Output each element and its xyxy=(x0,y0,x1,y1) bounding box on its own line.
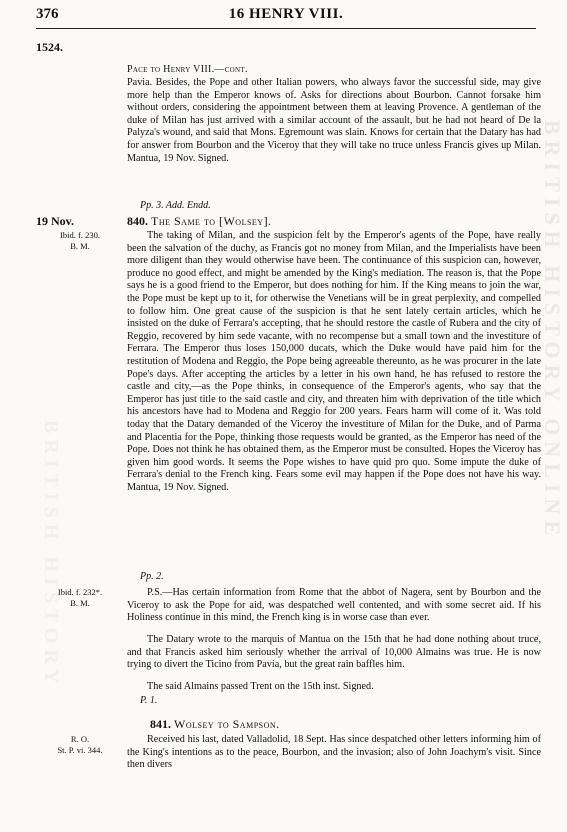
page-number: 376 xyxy=(36,6,59,22)
ps-text-2: The Datary wrote to the marquis of Mantua on the 15th that he had done nothing about truce, and that Francis asked him seriously whether the arrival of 10,000 Almains was true. He is now trying to divert the Ticino from Pavia, but the great rain baffles him. xyxy=(127,634,541,671)
entry-840-ref xyxy=(36,230,124,252)
ps-ref-folio: Ibid. f. 232*. xyxy=(57,587,103,597)
watermark: BRITISH HISTORY xyxy=(40,420,62,690)
entry-841-ref-volume: St. P. vi. 344. xyxy=(57,745,103,755)
watermark: BRITISH HISTORY ONLINE xyxy=(540,120,565,541)
continuation-note: Pp. 3. Add. Endd. xyxy=(140,200,211,211)
entry-841-heading xyxy=(150,717,280,732)
ps-ref-source: B. M. xyxy=(70,598,90,608)
entry-840-text: The taking of Milan, and the suspicion felt by the Emperor's agents of the Pope, have really been the salvation of the duchy, as Francis got no money from Milan, and the Imperialists have been more diligent than they would otherwise have been. The continuance of this suspicion can, however, produce no good effect, and might be amended by the King's mediation. The reason is, that the Pope says he is a good friend to the Emperor, but does nothing for him. If the King means to join the war, the Pope must be kept up to it, for otherwise the Venetians will be in great perplexity, and compelled to follow him. One great cause of the suspicion is that he sent lately certain articles, which he insisted on the duke of Ferrara's accepting, that he should restore the castle of Rubera and the city of Reggio, recovered by him sede vacante, with no recompense but a small town and the investiture of Ferrara. The Emperor thus loses 150,000 ducats, which the Duke would have paid him for the restitution of Modena and Reggio, the Pope being agreeable thereunto, as he was procurer in the late Pope's days. After accepting the articles by a letter in his own hand, he has refused to restore the castle and city,—as the Pope thinks, in consequence of the Emperor's agents, who say that the Emperor has just title to the said castle and city, and threaten him with deprivation of the title which his ancestors have had to Modena and Reggio for 200 years. Fears harm will come of it. Was told today that the Datary demanded of the Viceroy the investiture of Milan for the Duke, and of Parma and Placentia for the Pope, thinking those requests would be granted, as the Emperor has need of the Pope. Does not think he has obtained them, as the Emperor must be consulted. Hopes the Viceroy has given him good words. It seems the Pope wishes to have quid pro quo. Some impute the duke of Ferrara's denial to the French king. Fears some evil may happen if the Pope does not have his way. Mantua, 19 Nov. Signed. xyxy=(127,230,541,493)
entry-841-text: Received his last, dated Valladolid, 18 Sept. Has since despatched other letters informing him of the King's intentions as to the peace, Bourbon, and the invasion; also of John Joachym's visit. Since then divers xyxy=(127,734,541,771)
year-label: 1524. xyxy=(36,40,63,54)
ps-text-3: The said Almains passed Trent on the 15th inst. Signed. xyxy=(147,681,374,692)
entry-841-ref xyxy=(36,734,124,756)
page-title: 16 HENRY VIII. xyxy=(228,6,344,22)
entry-840-ref-folio: Ibid. f. 230. xyxy=(60,230,100,240)
ps-ref xyxy=(36,587,124,609)
entry-841-number: 841. xyxy=(150,717,171,731)
entry-840-date: 19 Nov. xyxy=(36,214,75,228)
entry-840-title: The Same to [Wolsey]. xyxy=(151,214,272,228)
entry-841-ref-source: R. O. xyxy=(70,734,90,744)
header-rule xyxy=(36,28,536,29)
entry-840-note: Pp. 2. xyxy=(140,571,164,582)
entry-841-title: Wolsey to Sampson. xyxy=(174,717,280,731)
continuation-text: Pavia. Besides, the Pope and other Italian powers, who always favor the successful side, may give more help than the Emperor knows of. Asks for directions about Bourbon. Cannot forsake him without orders, considering the appointment between them at leaving Provence. A gentleman of the duke of Milan has just arrived with a similar account of the assault, but he had not heard of De la Palyza's wound, and said that Mons. Egremount was slain. Knows for certain that the Datary has had for answer from Bourbon and the Viceroy that they will take no truce unless Francis gives up Milan. Mantua, 19 Nov. Signed. xyxy=(127,77,541,164)
entry-840-number: 840. xyxy=(127,214,148,228)
continuation-heading: Pace to Henry VIII.—cont. xyxy=(127,64,248,75)
entry-840-ref-source: B. M. xyxy=(70,241,90,251)
running-header xyxy=(36,0,536,28)
entry-840-heading xyxy=(127,214,272,229)
ps-text-1: P.S.—Has certain information from Rome that the abbot of Nagera, sent by Bourbon and the Viceroy to ask the Pope for aid, was despatched well contented, and with some secret aid. If his Holiness continue in this mind, the French king is in worse case than ever. xyxy=(127,587,541,624)
ps-note: P. 1. xyxy=(140,695,158,706)
